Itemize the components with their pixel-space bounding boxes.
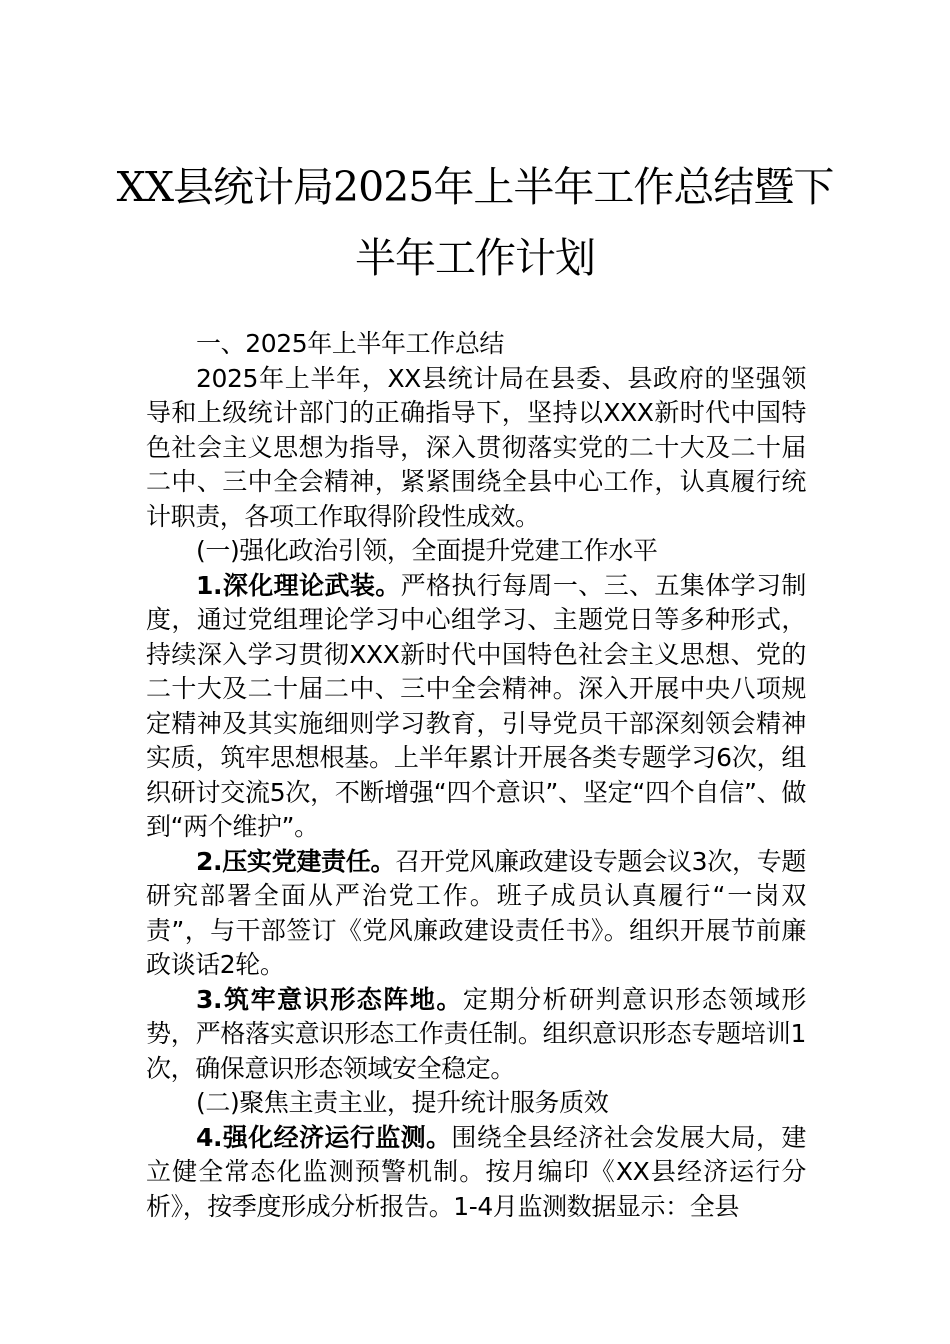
paragraph-item-4: [146, 1121, 806, 1225]
paragraph-item-2: [146, 845, 806, 983]
item-1-text: 严格执行每周一、三、五集体学习制度，通过党组理论学习中心组学习、主题党日等多种形式，持续深入学习贯彻XXX新时代中国特色社会主义思想、党的二十大及二十届二中、三中全会精神。深入开展中央八项规定精神及其实施细则学习教育，引导党员干部深刻领会精神实质，筑牢思想根基。上半年累计开展各类专题学习6次，组织研讨交流5次，不断增强“四个意识”、坚定“四个自信”、做到“两个维护”。: [146, 570, 806, 841]
item-4-title: 4.强化经济运行监测。: [196, 1122, 452, 1152]
item-2-title: 2.压实党建责任。: [196, 846, 396, 876]
subsection-heading-2: (二)聚焦主责主业，提升统计服务质效: [196, 1088, 609, 1117]
document-body: [146, 327, 806, 1224]
item-1-title: 1.深化理论武装。: [196, 570, 401, 600]
item-4-text: 围绕全县经济社会发展大局，建立健全常态化监测预警机制。按月编印《XX县经济运行分析》，按季度形成分析报告。1-4月监测数据显示：全县: [146, 1122, 807, 1221]
document-title-line-2: 半年工作计划: [355, 234, 595, 282]
paragraph-item-3: [146, 983, 806, 1087]
item-3-text: 定期分析研判意识形态领域形势，严格落实意识形态工作责任制。组织意识形态专题培训1次，确保意识形态领域安全稳定。: [146, 984, 806, 1083]
item-3-title: 3.筑牢意识形态阵地。: [196, 984, 463, 1014]
document-title-line-1: XX县统计局2025年上半年工作总结暨下: [116, 163, 834, 211]
subsection-heading-1: (一)强化政治引领，全面提升党建工作水平: [196, 536, 658, 565]
item-2-text: 召开党风廉政建设专题会议3次，专题研究部署全面从严治党工作。班子成员认真履行“一岗双责”，与干部签订《党风廉政建设责任书》。组织开展节前廉政谈话2轮。: [146, 846, 807, 979]
section-heading: 一、2025年上半年工作总结: [196, 329, 505, 358]
intro-paragraph: 2025年上半年，XX县统计局在县委、县政府的坚强领导和上级统计部门的正确指导下，坚持以XXX新时代中国特色社会主义思想为指导，深入贯彻落实党的二十大及二十届二中、三中全会精神，紧紧围绕全县中心工作，认真履行统计职责，各项工作取得阶段性成效。: [146, 363, 806, 531]
paragraph-item-1: [146, 569, 806, 845]
